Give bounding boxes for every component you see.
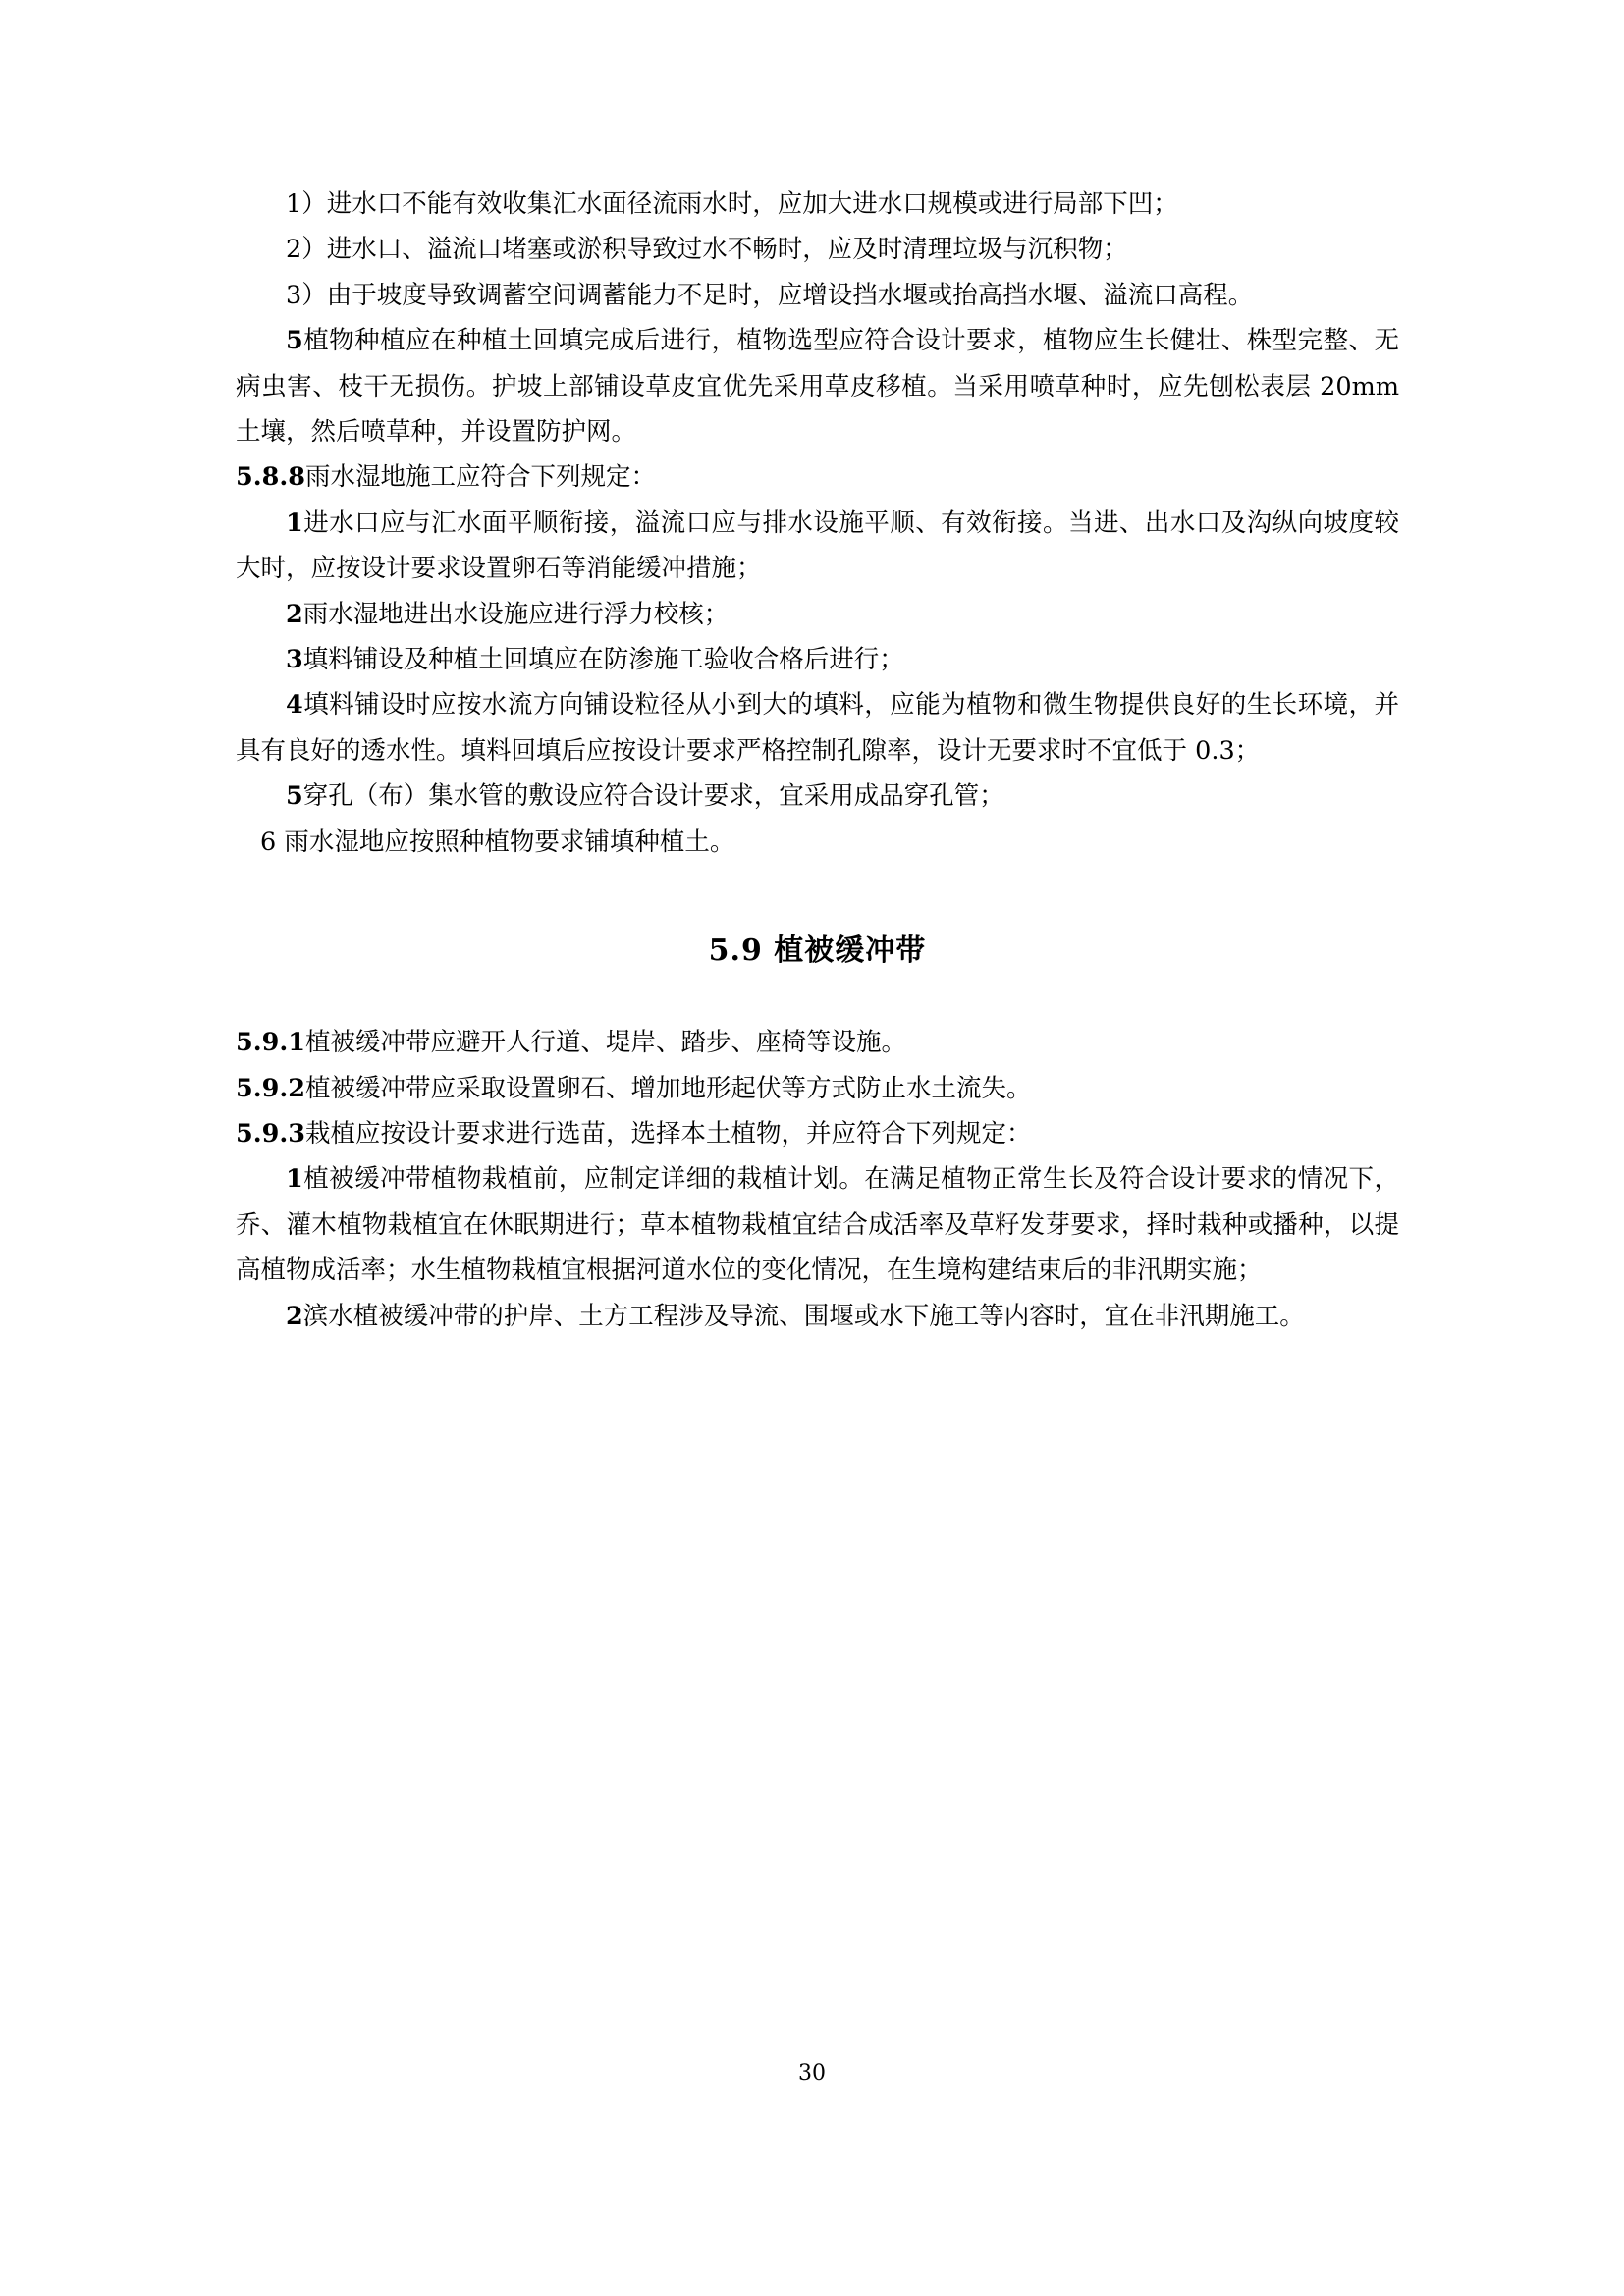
list-item — [236, 820, 1399, 865]
paragraph-text: 1）进水口不能有效收集汇水面径流雨水时，应加大进水口规模或进行局部下凹； — [286, 189, 1178, 219]
clause-5-9-3 — [236, 1111, 1399, 1156]
paragraph-text: 2）进水口、溢流口堵塞或淤积导致过水不畅时，应及时清理垃圾与沉积物； — [286, 235, 1128, 265]
list-item — [236, 592, 1399, 637]
paragraph-text: 植被缓冲带植物栽植前，应制定详细的栽植计划。在满足植物正常生长及符合设计要求的情况下，乔、灌木植物栽植宜在休眠期进行；草本植物栽植宜结合成活率及草籽发芽要求，择时栽种或播种，以提高植物成活率；水生植物栽植宜根据河道水位的变化情况，在生境构建结束后的非汛期实施； — [236, 1164, 1399, 1286]
document-body — [236, 182, 1399, 1339]
paragraph-text: 6 雨水湿地应按照种植物要求铺填种植土。 — [260, 827, 735, 857]
paragraph-text: 雨水湿地进出水设施应进行浮力校核； — [302, 599, 730, 629]
clause-number: 5.8.8 — [236, 462, 305, 493]
list-item-number: 1 — [286, 507, 303, 538]
section-heading: 5.9 植被缓冲带 — [708, 934, 927, 969]
paragraph-text: 雨水湿地施工应符合下列规定： — [304, 462, 656, 493]
list-item — [236, 318, 1399, 454]
page-number: 30 — [798, 2061, 826, 2086]
list-item — [236, 1156, 1399, 1293]
list-item — [236, 682, 1399, 774]
paragraph-text: 栽植应按设计要求进行选苗，选择本土植物，并应符合下列规定： — [304, 1118, 1032, 1148]
list-item-number: 4 — [286, 690, 303, 721]
clause-5-8-8 — [236, 454, 1399, 500]
list-item — [236, 1294, 1399, 1339]
paragraph-text: 3）由于坡度导致调蓄空间调蓄能力不足时，应增设挡水堰或抬高挡水堰、溢流口高程。 — [286, 280, 1254, 310]
list-item-number: 2 — [286, 599, 303, 629]
paragraph-text: 滨水植被缓冲带的护岸、土方工程涉及导流、围堰或水下施工等内容时，宜在非汛期施工。 — [302, 1301, 1305, 1331]
paragraph-text: 穿孔（布）集水管的敷设应符合设计要求，宜采用成品穿孔管； — [302, 781, 1004, 812]
paragraph-text: 填料铺设及种植土回填应在防渗施工验收合格后进行； — [302, 645, 904, 675]
list-item-number: 3 — [286, 645, 303, 675]
list-item — [236, 774, 1399, 819]
clause-5-9-2 — [236, 1066, 1399, 1111]
paragraph-text: 填料铺设时应按水流方向铺设粒径从小到大的填料，应能为植物和微生物提供良好的生长环境，并具有良好的透水性。填料回填后应按设计要求严格控制孔隙率，设计无要求时不宜低于 0.3； — [236, 690, 1399, 766]
list-item-number: 5 — [286, 326, 303, 356]
list-item — [236, 637, 1399, 682]
list-item — [236, 273, 1399, 318]
paragraph-text: 进水口应与汇水面平顺衔接，溢流口应与排水设施平顺、有效衔接。当进、出水口及沟纵向坡度较大时，应按设计要求设置卵石等消能缓冲措施； — [236, 507, 1399, 584]
list-item — [236, 501, 1399, 592]
list-item-number: 5 — [286, 781, 303, 812]
list-item — [236, 227, 1399, 272]
clause-5-9-1 — [236, 1020, 1399, 1065]
paragraph-text: 植物种植应在种植土回填完成后进行，植物选型应符合设计要求，植物应生长健壮、株型完整、无病虫害、枝干无损伤。护坡上部铺设草皮宜优先采用草皮移植。当采用喷草种时，应先刨松表层 20mm 土壤，然后喷草种，并设置防护网。 — [236, 326, 1399, 448]
paragraph-text: 植被缓冲带应避开人行道、堤岸、踏步、座椅等设施。 — [304, 1028, 906, 1058]
list-item — [236, 182, 1399, 227]
clause-number: 5.9.2 — [236, 1073, 305, 1103]
clause-number: 5.9.3 — [236, 1118, 305, 1148]
list-item-number: 1 — [286, 1164, 303, 1195]
paragraph-text: 植被缓冲带应采取设置卵石、增加地形起伏等方式防止水土流失。 — [304, 1073, 1032, 1103]
list-item-number: 2 — [286, 1301, 303, 1331]
clause-number: 5.9.1 — [236, 1028, 305, 1058]
